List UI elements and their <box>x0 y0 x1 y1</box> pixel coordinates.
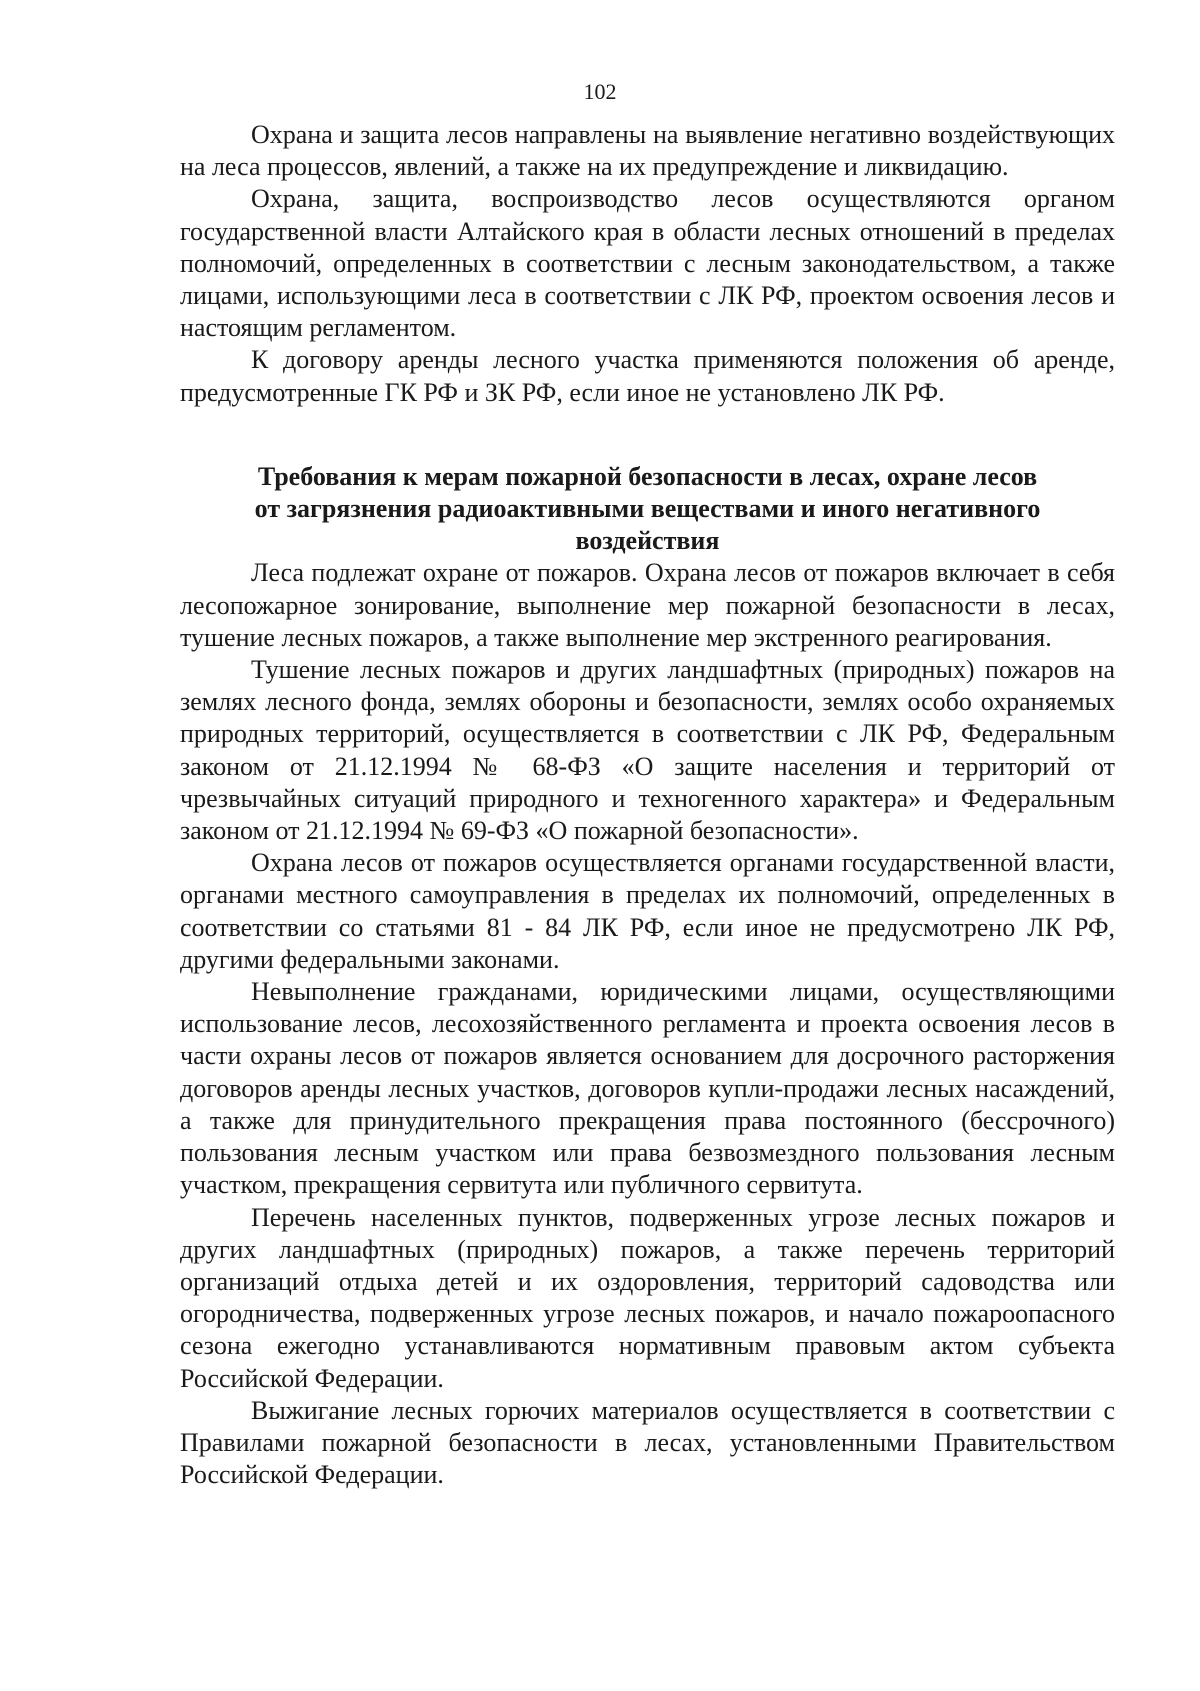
paragraph: К договору аренды лесного участка применяются положения об аренде, предусмотренные ГК РФ и ЗК РФ, если иное не установлено ЛК РФ. <box>180 345 1115 407</box>
section-heading: Требования к мерам пожарной безопасности в лесах, охране лесов от загрязнения радиоактивными веществами и иного негативного воздействия <box>254 461 1041 556</box>
paragraph: Тушение лесных пожаров и других ландшафтных (природных) пожаров на землях лесного фонда, землях обороны и безопасности, землях особо охраняемых природных территорий, осуществляется в соответствии с ЛК РФ, Федеральным законом от 21.12.1994 № 68-ФЗ «О защите населения и территорий от чрезвычайных ситуаций природного и техногенного характера» и Федеральным законом от 21.12.1994 № 69-ФЗ «О пожарной безопасности». <box>180 655 1115 846</box>
paragraph: Охрана и защита лесов направлены на выявление негативно воздействующих на леса процессов, явлений, а также на их предупреждение и ликвидацию. <box>180 120 1115 182</box>
paragraph: Охрана, защита, воспроизводство лесов осуществляются органом государственной власти Алтайского края в области лесных отношений в пределах полномочий, определенных в соответствии с лесным законодательством, а также лицами, использующими леса в соответствии с ЛК РФ, проектом освоения лесов и настоящим регламентом. <box>180 184 1115 343</box>
paragraph: Леса подлежат охране от пожаров. Охрана лесов от пожаров включает в себя лесопожарное зонирование, выполнение мер пожарной безопасности в лесах, тушение лесных пожаров, а также выполнение мер экстренного реагирования. <box>180 558 1115 652</box>
page-body <box>180 119 1115 1491</box>
paragraph: Охрана лесов от пожаров осуществляется органами государственной власти, органами местного самоуправления в пределах их полномочий, определенных в соответствии со статьями 81 - 84 ЛК РФ, если иное не предусмотрено ЛК РФ, другими федеральными законами. <box>180 848 1115 974</box>
paragraph: Перечень населенных пунктов, подверженных угрозе лесных пожаров и других ландшафтных (природных) пожаров, а также перечень территорий организаций отдыха детей и их оздоровления, территорий садоводства или огородничества, подверженных угрозе лесных пожаров, и начало пожароопасного сезона ежегодно устанавливаются нормативным правовым актом субъекта Российской Федерации. <box>180 1202 1115 1393</box>
page-number: 102 <box>583 79 617 104</box>
paragraph: Невыполнение гражданами, юридическими лицами, осуществляющими использование лесов, лесохозяйственного регламента и проекта освоения лесов в части охраны лесов от пожаров является основанием для досрочного расторжения договоров аренды лесных участков, договоров купли-продажи лесных насаждений, а также для принудительного прекращения права постоянного (бессрочного) пользования лесным участком или права безвозмездного пользования лесным участком, прекращения сервитута или публичного сервитута. <box>180 977 1115 1200</box>
paragraph: Выжигание лесных горючих материалов осуществляется в соответствии с Правилами пожарной безопасности в лесах, установленными Правительством Российской Федерации. <box>180 1395 1115 1490</box>
